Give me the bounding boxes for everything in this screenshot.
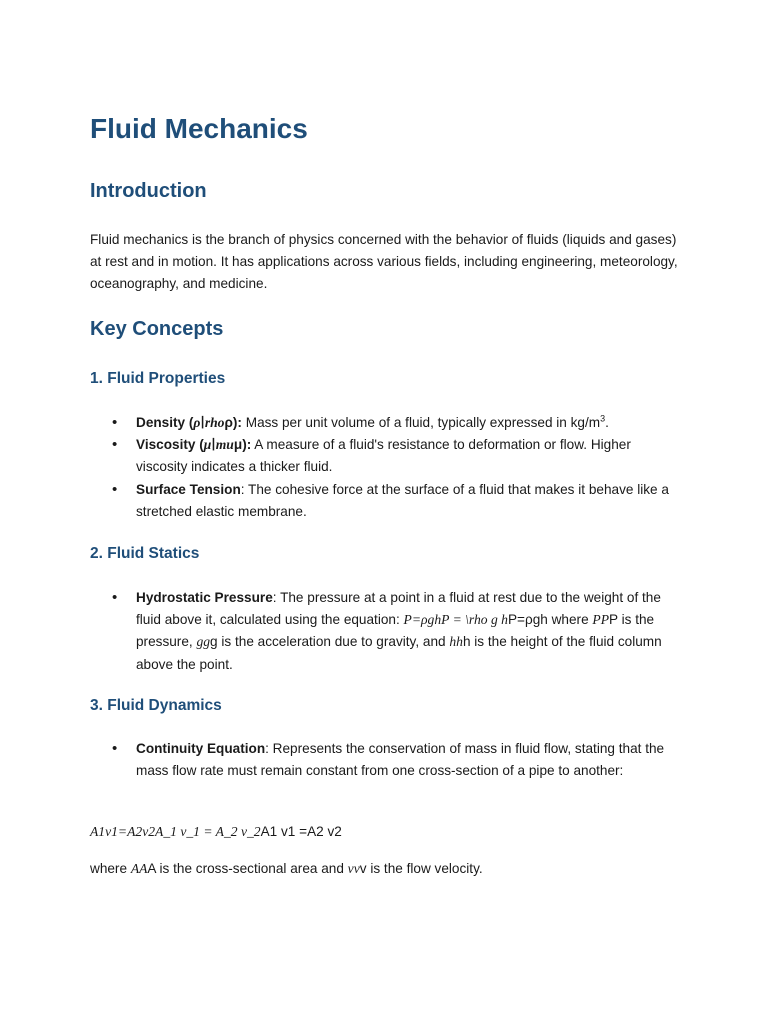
height-symbol-math: hh xyxy=(449,634,463,650)
hydrostatic-text-5: is the height of the fluid column above the point. xyxy=(136,634,662,672)
viscosity-text: A measure of a fluid's resistance to deformation or flow. Higher viscosity indicates a thicker fluid. xyxy=(136,437,631,475)
introduction-paragraph: Fluid mechanics is the branch of physics concerned with the behavior of fluids (liquids and gases) at rest and in motion. It has applications across various fields, including engineering, meteorology, oceanography, and medicine. xyxy=(90,232,678,292)
hydrostatic-text-1: : The pressure at a point in a fluid at rest due to the weight of the fluid above it, calculated using the equation: xyxy=(136,590,661,628)
fluid-dynamics-list xyxy=(90,738,682,782)
density-close: ): xyxy=(232,415,242,430)
introduction-heading: Introduction xyxy=(90,180,207,202)
area-symbol-plain: A xyxy=(147,861,156,876)
fluid-properties-heading: 1. Fluid Properties xyxy=(90,370,226,387)
continuity-text: : Represents the conservation of mass in fluid flow, stating that the mass flow rate must remain constant from one cross-section of a pipe to another: xyxy=(136,741,665,779)
list-item-hydrostatic-pressure xyxy=(90,587,682,676)
continuity-term: Continuity Equation xyxy=(136,741,266,756)
area-symbol-math: AA xyxy=(130,861,148,876)
density-end: . xyxy=(605,415,609,430)
viscosity-math: μ∣mu xyxy=(203,437,234,453)
velocity-symbol-math: vv xyxy=(347,861,360,876)
gravity-symbol-plain: g xyxy=(210,634,218,650)
viscosity-term: Viscosity ( xyxy=(136,437,204,453)
density-superscript: 3 xyxy=(600,413,606,424)
hydrostatic-equation-math: P=ρghP = \rho g h xyxy=(403,612,508,628)
density-math: ρ∣rho xyxy=(193,415,225,430)
list-item-continuity-equation xyxy=(90,738,682,782)
continuity-equation-plain: A1 v1 =A2 v2 xyxy=(260,824,342,839)
fluid-dynamics-heading: 3. Fluid Dynamics xyxy=(90,697,222,714)
where-text-1: where xyxy=(90,861,131,876)
list-item-density xyxy=(90,412,682,434)
continuity-equation xyxy=(90,821,682,843)
key-concepts-heading: Key Concepts xyxy=(90,318,224,340)
fluid-statics-heading: 2. Fluid Statics xyxy=(90,545,200,562)
viscosity-plain: μ xyxy=(233,437,243,453)
gravity-symbol-math: gg xyxy=(196,634,211,650)
density-text: Mass per unit volume of a fluid, typically expressed in kg/m xyxy=(241,415,601,430)
hydrostatic-equation-plain: P=ρgh xyxy=(507,612,548,628)
continuity-equation-math: A1v1=A2v2A_1 v_1 = A_2 v_2 xyxy=(90,824,261,839)
density-plain: ρ xyxy=(224,415,233,430)
continuity-where-text xyxy=(90,858,682,880)
hydrostatic-text-2: where xyxy=(547,612,593,628)
density-term: Density ( xyxy=(136,415,194,430)
where-text-2: is the cross-sectional area and xyxy=(155,861,348,876)
pressure-symbol-math: PP xyxy=(592,612,610,628)
hydrostatic-text-4: is the acceleration due to gravity, and xyxy=(217,634,450,650)
list-item-surface-tension xyxy=(90,479,682,523)
viscosity-close: ): xyxy=(242,437,252,453)
pressure-symbol-plain: P xyxy=(609,612,618,628)
height-symbol-plain: h xyxy=(462,634,471,650)
hydrostatic-text-3: is the pressure, xyxy=(136,612,655,650)
where-text-3: is the flow velocity. xyxy=(366,861,483,876)
surface-tension-text: : The cohesive force at the surface of a fluid that makes it behave like a stretched elastic membrane. xyxy=(136,481,669,519)
surface-tension-term: Surface Tension xyxy=(136,481,241,497)
fluid-statics-list xyxy=(90,587,682,676)
hydrostatic-term: Hydrostatic Pressure xyxy=(136,590,273,605)
document-title: Fluid Mechanics xyxy=(90,113,308,144)
velocity-symbol-plain: v xyxy=(359,861,367,876)
fluid-properties-list xyxy=(90,412,682,523)
list-item-viscosity xyxy=(90,434,682,478)
